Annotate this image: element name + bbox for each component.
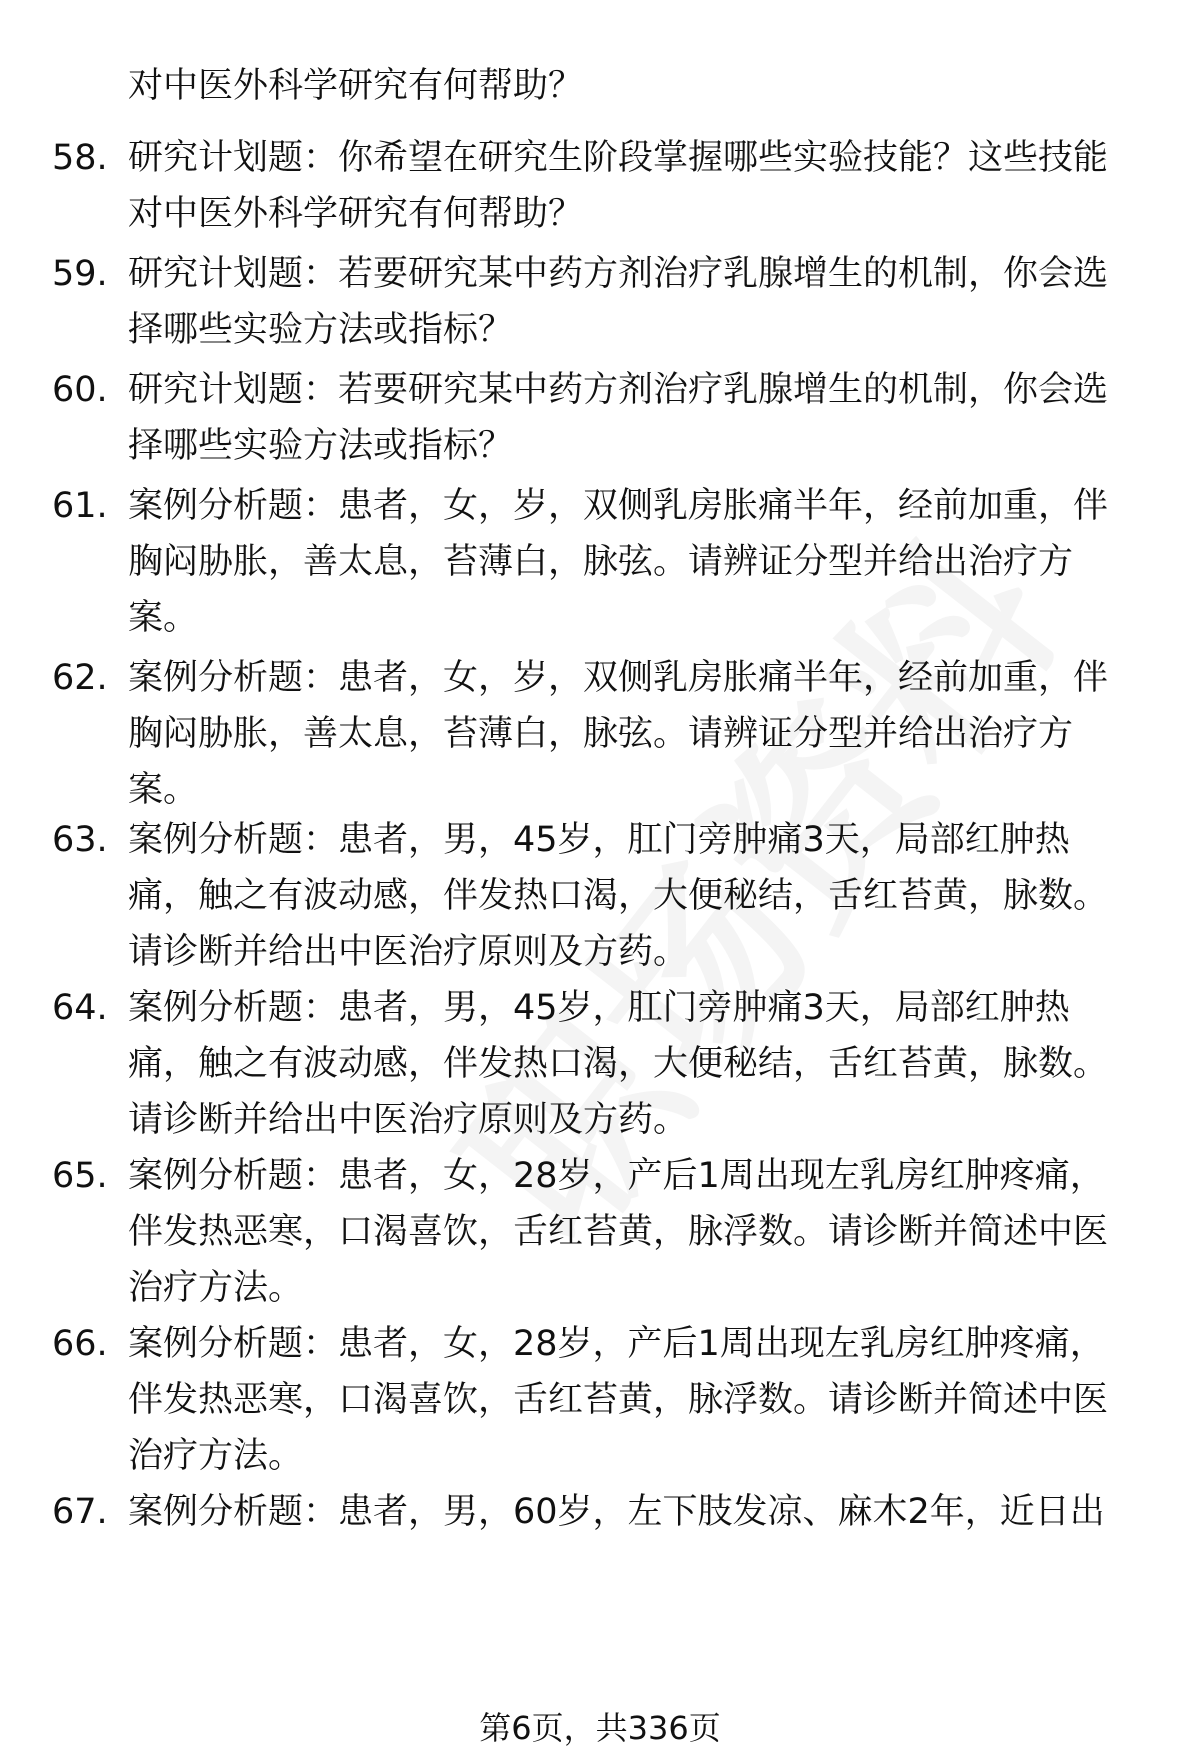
question-number: 67. [52,1492,108,1532]
question-text: 研究计划题：你希望在研究生阶段掌握哪些实验技能？这些技能 对中医外科学研究有何帮助？ [128,138,1109,234]
question-text: 案例分析题：患者，女，岁，双侧乳房胀痛半年，经前加重，伴 胸闷胁胀，善太息，苔薄白，脉弦。请辨证分型并给出治疗方 案。 [128,486,1109,638]
question-number: 61. [52,486,108,526]
question-text: 案例分析题：患者，女，岁，双侧乳房胀痛半年，经前加重，伴 胸闷胁胀，善太息，苔薄白，脉弦。请辨证分型并给出治疗方 案。 [128,658,1109,810]
question-text: 研究计划题：若要研究某中药方剂治疗乳腺增生的机制，你会选 择哪些实验方法或指标？ [128,370,1109,466]
question-number: 62. [52,658,108,698]
question-text: 案例分析题：患者，男，45岁，肛门旁肿痛3天，局部红肿热 痛，触之有波动感，伴发热口渴，大便秘结，舌红苔黄，脉数。 请诊断并给出中医治疗原则及方药。 [128,988,1109,1140]
page-footer: 第6页，共336页 [479,1709,721,1747]
question-number: 63. [52,820,108,860]
continuation-text: 对中医外科学研究有何帮助？ [128,66,584,106]
question-number: 64. [52,988,108,1028]
question-text: 案例分析题：患者，男，60岁，左下肢发凉、麻木2年，近日出 [128,1492,1105,1532]
question-text: 案例分析题：患者，女，28岁，产后1周出现左乳房红肿疼痛， 伴发热恶寒，口渴喜饮，舌红苔黄，脉浮数。请诊断并简述中医 治疗方法。 [128,1324,1109,1476]
question-number: 66. [52,1324,108,1364]
question-number: 58. [52,138,108,178]
question-number: 59. [52,254,108,294]
question-number: 60. [52,370,108,410]
question-text: 案例分析题：患者，男，45岁，肛门旁肿痛3天，局部红肿热 痛，触之有波动感，伴发热口渴，大便秘结，舌红苔黄，脉数。 请诊断并给出中医治疗原则及方药。 [128,820,1109,972]
question-text: 研究计划题：若要研究某中药方剂治疗乳腺增生的机制，你会选 择哪些实验方法或指标？ [128,254,1109,350]
question-text: 案例分析题：患者，女，28岁，产后1周出现左乳房红肿疼痛， 伴发热恶寒，口渴喜饮，舌红苔黄，脉浮数。请诊断并简述中医 治疗方法。 [128,1156,1109,1308]
question-number: 65. [52,1156,108,1196]
